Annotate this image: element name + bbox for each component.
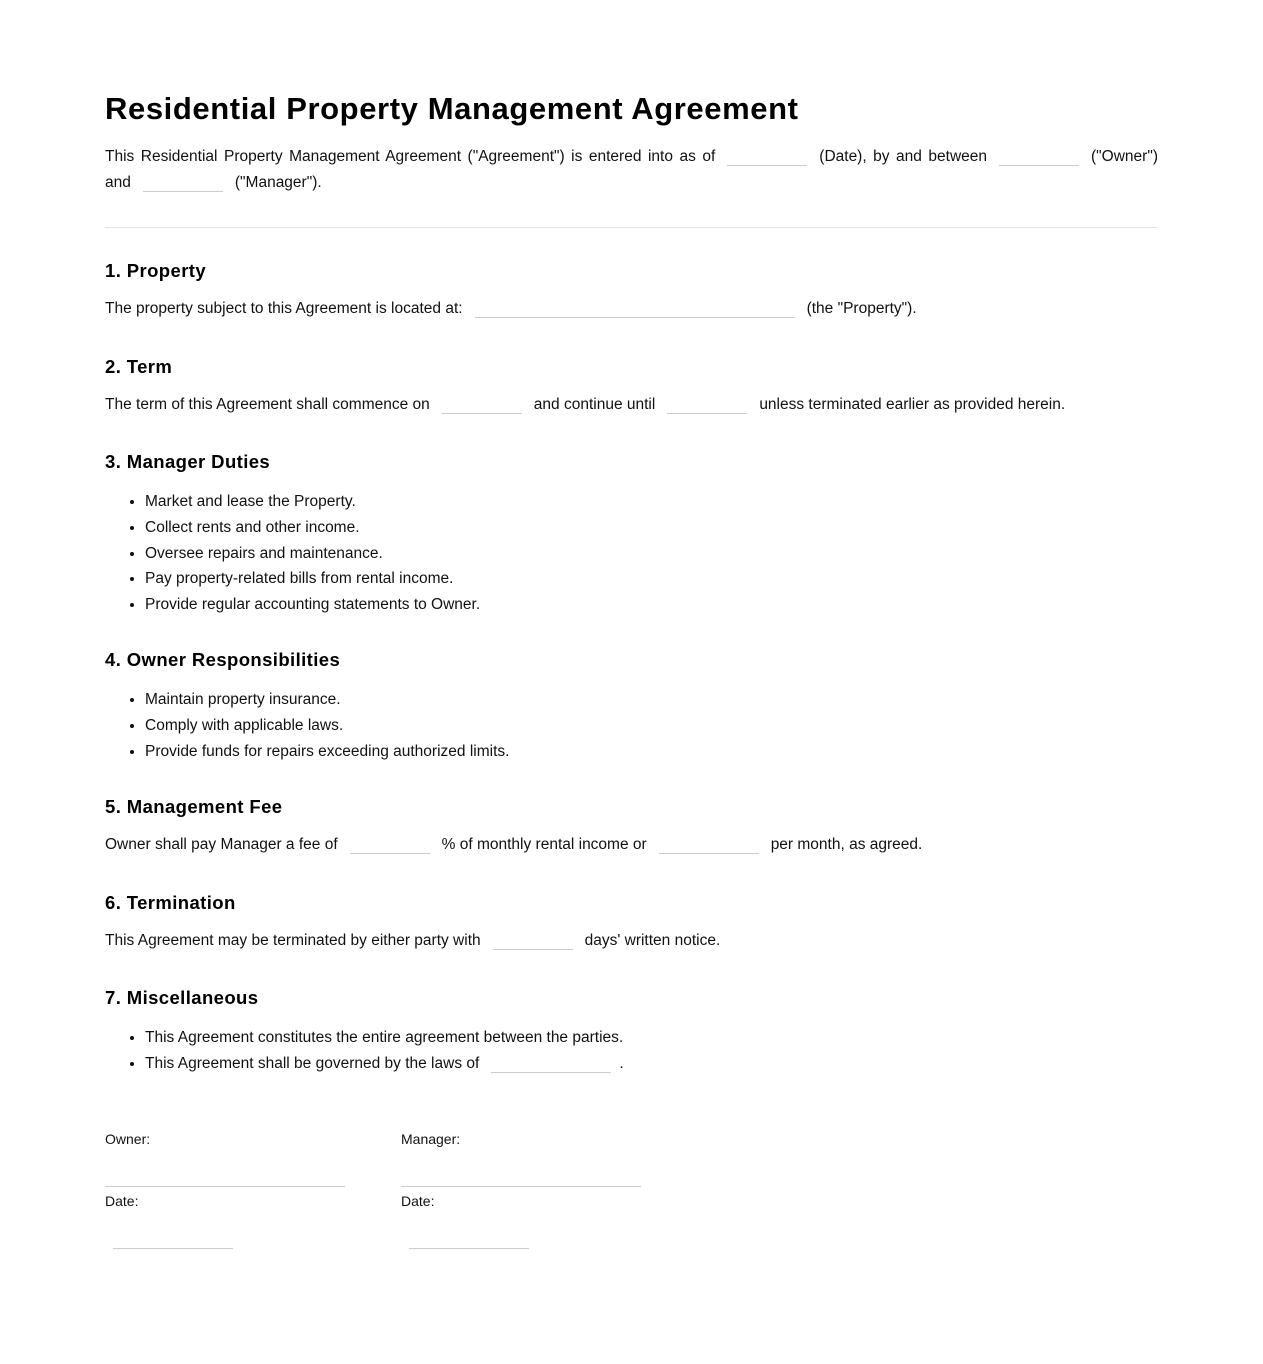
- intro-text: This Residential Property Management Agreement ("Agreement") is entered into as of: [105, 148, 716, 165]
- intro-paragraph: [105, 144, 1158, 196]
- page-title: Residential Property Management Agreement: [105, 91, 799, 126]
- list-item: • Collect rents and other income.: [145, 515, 1158, 541]
- list-item: • Maintain property insurance.: [145, 687, 1158, 713]
- text: The term of this Agreement shall commence on: [105, 396, 430, 413]
- fee-percent-field[interactable]: [350, 835, 430, 854]
- text: % of monthly rental income or: [441, 836, 647, 853]
- section-property: [105, 260, 1158, 318]
- intro-text: ("Owner") and: [105, 148, 1158, 191]
- text: This Agreement may be terminated by either party with: [105, 932, 481, 949]
- section-heading: 1. Property: [105, 260, 207, 281]
- section-management-fee: [105, 796, 1158, 854]
- list-item: • Oversee repairs and maintenance.: [145, 541, 1158, 567]
- text: unless terminated earlier as provided herein.: [759, 396, 1066, 413]
- text: .: [619, 1054, 624, 1072]
- section-text: [105, 395, 1158, 414]
- section-owner-responsibilities: [105, 649, 1158, 764]
- section-text: [105, 931, 1158, 950]
- section-term: [105, 356, 1158, 414]
- list-item: • Comply with applicable laws.: [145, 713, 1158, 739]
- owner-name-field[interactable]: [999, 147, 1079, 166]
- divider: [105, 227, 1158, 228]
- owner-date-field[interactable]: [113, 1248, 233, 1249]
- list-item: • Pay property-related bills from rental income.: [145, 566, 1158, 592]
- miscellaneous-list: [105, 1025, 1158, 1077]
- intro-text: (Date), by and between: [819, 148, 988, 165]
- manager-signature-field[interactable]: [401, 1186, 641, 1187]
- manager-date-label: Date:: [401, 1193, 435, 1209]
- section-text: [105, 835, 1158, 854]
- owner-signature-label: Owner:: [105, 1131, 151, 1147]
- section-heading: 2. Term: [105, 356, 173, 377]
- manager-signature-label: Manager:: [401, 1131, 461, 1147]
- section-heading: 7. Miscellaneous: [105, 987, 259, 1008]
- notice-days-field[interactable]: [493, 931, 573, 950]
- agreement-date-field[interactable]: [727, 147, 807, 166]
- section-heading: 3. Manager Duties: [105, 451, 271, 472]
- list-item: • Provide regular accounting statements to Owner.: [145, 592, 1158, 618]
- owner-date-label: Date:: [105, 1193, 139, 1209]
- text: This Agreement shall be governed by the laws of: [145, 1054, 480, 1072]
- owner-signature-block: [105, 1131, 345, 1249]
- property-address-field[interactable]: [475, 299, 795, 318]
- owner-signature-field[interactable]: [105, 1186, 345, 1187]
- text: Owner shall pay Manager a fee of: [105, 836, 338, 853]
- manager-signature-block: [401, 1131, 641, 1249]
- list-item: • Market and lease the Property.: [145, 489, 1158, 515]
- section-termination: [105, 892, 1158, 950]
- governing-law-field[interactable]: [491, 1054, 611, 1073]
- manager-date-field[interactable]: [409, 1248, 529, 1249]
- text: days' written notice.: [584, 932, 721, 949]
- section-manager-duties: [105, 451, 1158, 618]
- text: The property subject to this Agreement is located at:: [105, 300, 463, 317]
- section-heading: 5. Management Fee: [105, 796, 283, 817]
- fee-monthly-amount-field[interactable]: [659, 835, 759, 854]
- text: per month, as agreed.: [770, 836, 923, 853]
- term-start-field[interactable]: [442, 395, 522, 414]
- text: and continue until: [533, 396, 656, 413]
- responsibilities-list: [105, 687, 1158, 764]
- list-item: • This Agreement constitutes the entire agreement between the parties.: [145, 1025, 1158, 1051]
- section-heading: 4. Owner Responsibilities: [105, 649, 341, 670]
- term-end-field[interactable]: [667, 395, 747, 414]
- section-text: [105, 299, 1158, 318]
- duties-list: [105, 489, 1158, 618]
- list-item: [145, 1051, 1158, 1077]
- intro-text: ("Manager").: [234, 174, 322, 191]
- section-miscellaneous: [105, 987, 1158, 1077]
- text: (the "Property").: [806, 300, 917, 317]
- manager-name-field[interactable]: [143, 173, 223, 192]
- section-heading: 6. Termination: [105, 892, 236, 913]
- list-item: • Provide funds for repairs exceeding authorized limits.: [145, 739, 1158, 765]
